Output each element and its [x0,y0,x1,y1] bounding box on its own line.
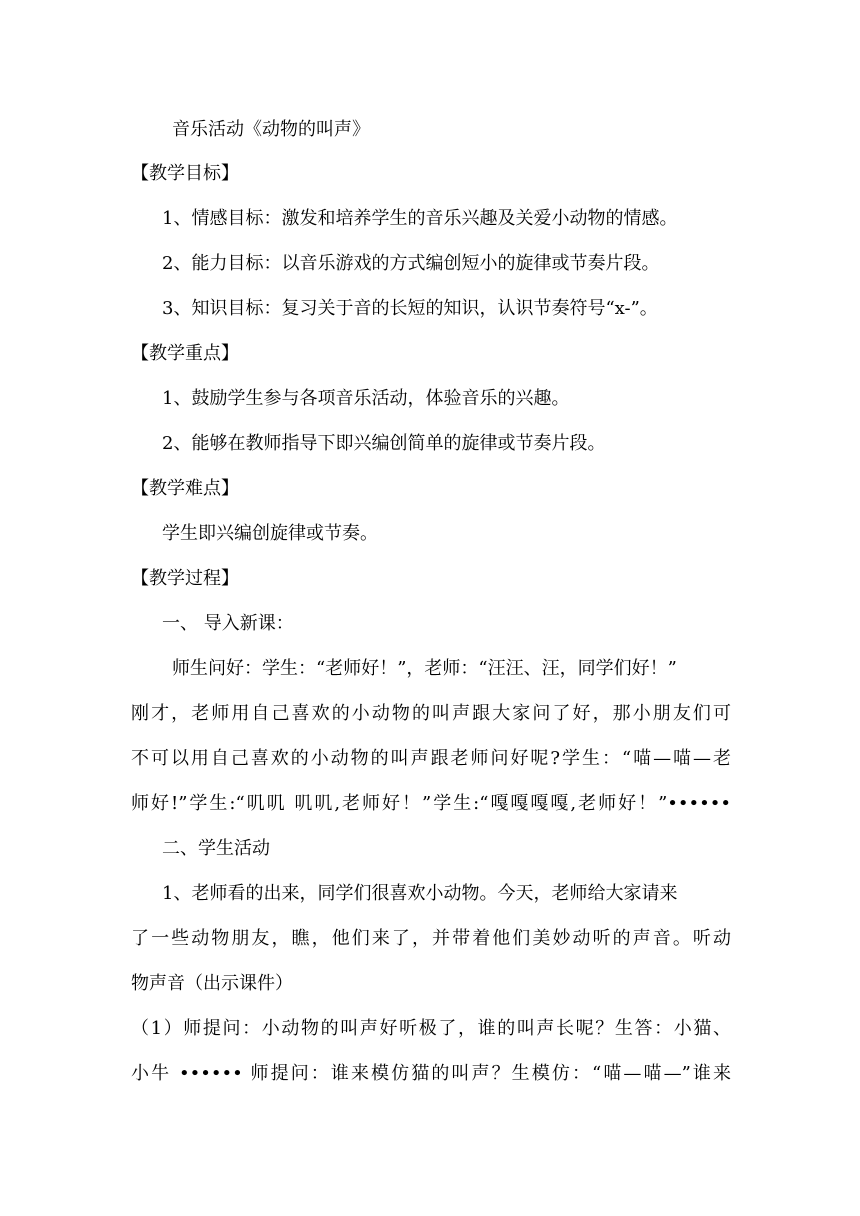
process-heading: 【教学过程】 [131,568,239,589]
key-points-heading: 【教学重点】 [131,343,239,364]
step1-heading: 一、 导入新课： [162,613,294,634]
step1-paragraph-line: 师好!”学生:“叽叽 叽叽,老师好！”学生:“嘎嘎嘎嘎,老师好！”•••••• [131,793,731,814]
step1-paragraph-line: 师生问好：学生：“老师好！”，老师：“汪汪、汪，同学们好！” [172,658,677,679]
goal-item-1: 1、情感目标：激发和培养学生的音乐兴趣及关爱小动物的情感。 [162,208,678,229]
key-point-2: 2、能够在教师指导下即兴编创简单的旋律或节奏片段。 [162,433,606,454]
step1-paragraph-line: 不可以用自己喜欢的小动物的叫声跟老师问好呢?学生：“喵—喵—老 [131,748,731,769]
goal-item-2: 2、能力目标：以音乐游戏的方式编创短小的旋律或节奏片段。 [162,253,660,274]
doc-title: 音乐活动《动物的叫声》 [172,119,370,140]
step2-paragraph-line: 了一些动物朋友，瞧，他们来了，并带着他们美妙动听的声音。听动 [131,928,731,949]
goals-heading: 【教学目标】 [131,163,239,184]
step2-paragraph-line: 物声音（出示课件） [131,973,293,994]
difficulty-heading: 【教学难点】 [131,478,239,499]
step2-heading: 二、学生活动 [162,838,270,859]
step2-paragraph-line: （1）师提问：小动物的叫声好听极了，谁的叫声长呢？生答：小猫、 [131,1018,731,1039]
step2-paragraph-line: 1、老师看的出来，同学们很喜欢小动物。今天，老师给大家请来 [162,883,678,904]
key-point-1: 1、鼓励学生参与各项音乐活动，体验音乐的兴趣。 [162,388,570,409]
step1-paragraph-line: 刚才，老师用自己喜欢的小动物的叫声跟大家问了好，那小朋友们可 [131,703,731,724]
goal-item-3: 3、知识目标：复习关于音的长短的知识，认识节奏符号“x-”。 [162,298,658,319]
step2-paragraph-line: 小牛 •••••• 师提问：谁来模仿猫的叫声？生模仿：“喵—喵—”谁来 [131,1063,731,1084]
difficulty-item-1: 学生即兴编创旋律或节奏。 [162,523,378,544]
